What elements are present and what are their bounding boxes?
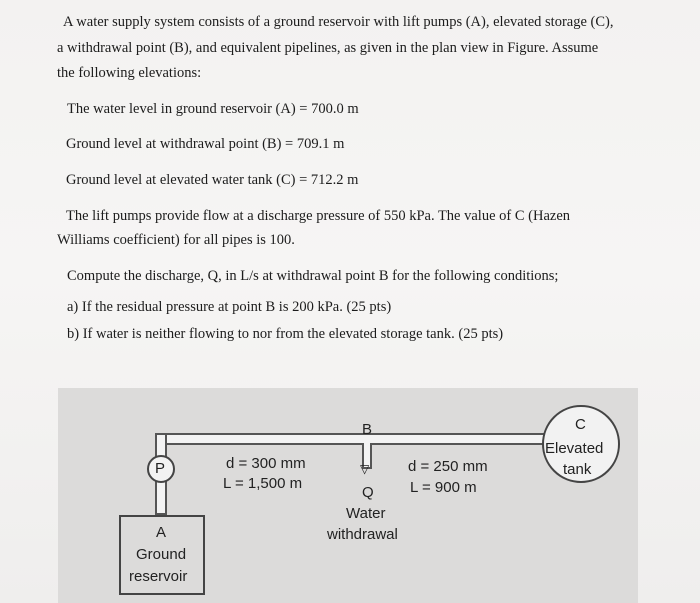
tank-name-2: tank	[563, 461, 592, 478]
pump-label: P	[155, 460, 166, 477]
main-pipe	[156, 433, 592, 445]
system-diagram	[58, 388, 638, 603]
compute-text: Compute the discharge, Q, in L/s at withdrawal point B for the following conditions;	[67, 268, 559, 284]
tank-name-1: Elevated	[545, 440, 604, 457]
pipe2-diameter: d = 250 mm	[408, 458, 488, 475]
pipe2-length: L = 900 m	[410, 479, 477, 496]
intro-line-2: a withdrawal point (B), and equivalent pipelines, as given in the plan view in Figure. Assume	[57, 40, 599, 56]
elevation-b: Ground level at withdrawal point (B) = 709.1 m	[66, 136, 345, 152]
q-label: Q	[362, 484, 374, 501]
pump-text-line-1: The lift pumps provide flow at a discharge pressure of 550 kPa. The value of C (Hazen	[66, 208, 571, 224]
pump-text-line-2: Williams coefficient) for all pipes is 100.	[57, 232, 295, 248]
reservoir-name-1: Ground	[136, 546, 187, 563]
down-arrow-icon: ▽	[360, 462, 370, 476]
withdrawal-label: withdrawal	[327, 526, 398, 543]
condition-b: b) If water is neither flowing to nor from the elevated storage tank. (25 pts)	[67, 326, 504, 342]
elevation-c: Ground level at elevated water tank (C) = 712.2 m	[66, 172, 359, 188]
intro-line-1: A water supply system consists of a ground reservoir with lift pumps (A), elevated storage (C),	[63, 14, 614, 30]
water-label: Water	[346, 505, 386, 522]
reservoir-letter: A	[156, 524, 167, 541]
pipe1-length: L = 1,500 m	[223, 475, 303, 492]
point-b-label: B	[362, 421, 373, 438]
pipe1-diameter: d = 300 mm	[226, 455, 306, 472]
tank-letter: C	[575, 416, 586, 433]
condition-a: a) If the residual pressure at point B is 200 kPa. (25 pts)	[67, 299, 392, 315]
reservoir-name-2: reservoir	[129, 568, 188, 585]
intro-line-3: the following elevations:	[57, 65, 202, 81]
elevation-a: The water level in ground reservoir (A) = 700.0 m	[67, 101, 359, 117]
